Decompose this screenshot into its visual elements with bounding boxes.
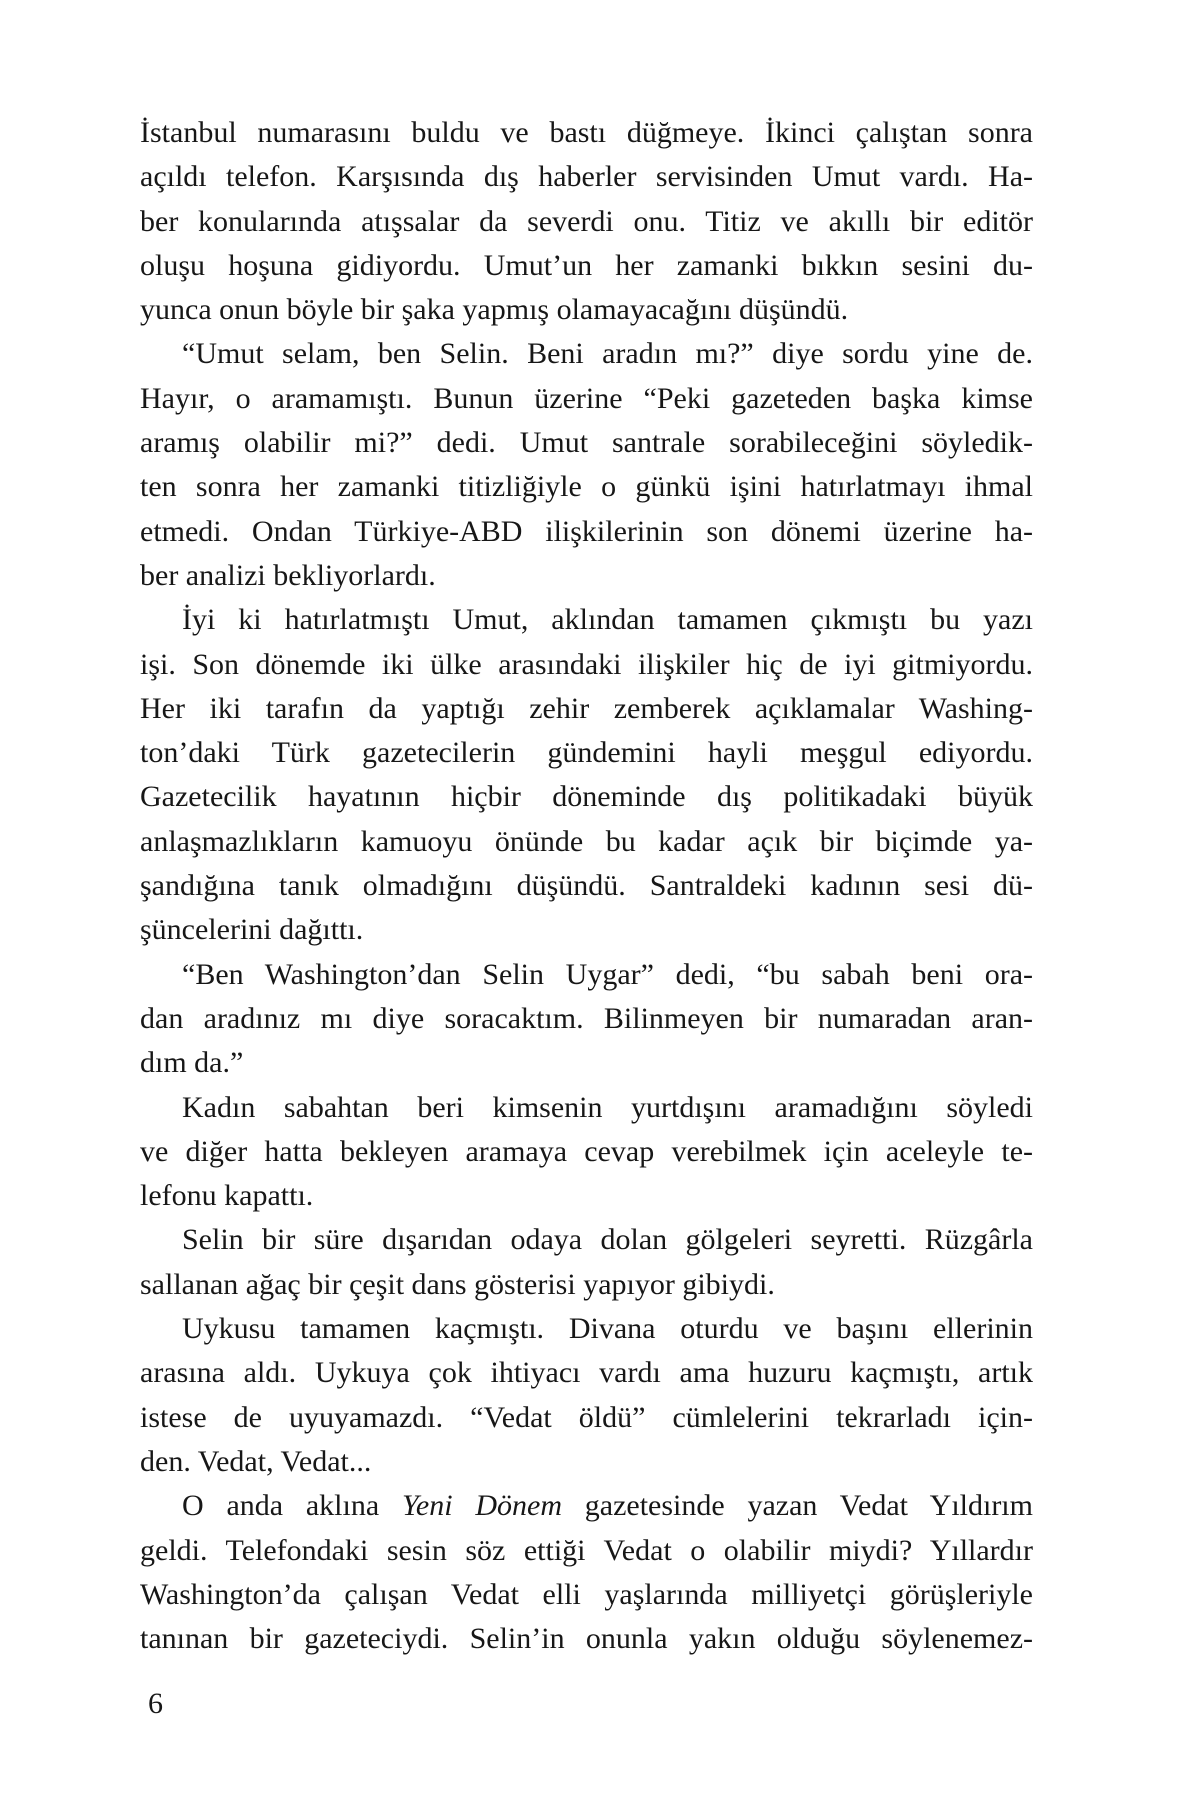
text-line: Kadın sabahtan beri kimsenin yurtdışını aramadığını söyledi bbox=[182, 1090, 1033, 1124]
text-line: sallanan ağaç bir çeşit dans gösterisi yapıyor gibiydi. bbox=[140, 1267, 775, 1301]
text-line: geldi. Telefondaki sesin söz ettiği Vedat o olabilir miydi? Yıllardır bbox=[140, 1533, 1033, 1567]
text-line: oluşu hoşuna gidiyordu. Umut’un her zamanki bıkkın sesini du- bbox=[140, 248, 1033, 282]
text-line: dan aradınız mı diye soracaktım. Bilinmeyen bir numaradan aran- bbox=[140, 1001, 1033, 1035]
text-line: Hayır, o aramamıştı. Bunun üzerine “Peki gazeteden başka kimse bbox=[140, 381, 1033, 415]
text-line: ber analizi bekliyorlardı. bbox=[140, 558, 436, 592]
text-line: açıldı telefon. Karşısında dış haberler servisinden Umut vardı. Ha- bbox=[140, 160, 1033, 194]
text-line: tanınan bir gazeteciydi. Selin’in onunla yakın olduğu söylenemez- bbox=[140, 1622, 1033, 1656]
text-line: İstanbul numarasını buldu ve bastı düğmeye. İkinci çalıştan sonra bbox=[140, 116, 1033, 149]
text-line: den. Vedat, Vedat... bbox=[140, 1444, 372, 1478]
text-line: Her iki tarafın da yaptığı zehir zemberek açıklamalar Washing- bbox=[140, 691, 1033, 725]
text-line: ton’daki Türk gazetecilerin gündemini hayli meşgul ediyordu. bbox=[140, 736, 1033, 770]
page-text bbox=[140, 111, 1033, 1661]
text-line: şüncelerini dağıttı. bbox=[140, 913, 364, 947]
text-line: O anda aklına Yeni Dönem gazetesinde yazan Vedat Yıldırım bbox=[182, 1489, 1033, 1523]
text-line: anlaşmazlıkların kamuoyu önünde bu kadar açık bir biçimde ya- bbox=[140, 824, 1033, 858]
text-line: Uykusu tamamen kaçmıştı. Divana oturdu ve başını ellerinin bbox=[182, 1312, 1033, 1346]
text-line: İyi ki hatırlatmıştı Umut, aklından tamamen çıkmıştı bu yazı bbox=[182, 603, 1033, 637]
text-line: etmedi. Ondan Türkiye-ABD ilişkilerinin son dönemi üzerine ha- bbox=[140, 514, 1033, 548]
text-line: Selin bir süre dışarıdan odaya dolan gölgeleri seyretti. Rüzgârla bbox=[182, 1223, 1033, 1257]
text-line: ve diğer hatta bekleyen aramaya cevap verebilmek için aceleyle te- bbox=[140, 1134, 1033, 1168]
text-line: arasına aldı. Uykuya çok ihtiyacı vardı ama huzuru kaçmıştı, artık bbox=[140, 1356, 1033, 1390]
text-line: yunca onun böyle bir şaka yapmış olamayacağını düşündü. bbox=[140, 293, 849, 327]
page-number: 6 bbox=[148, 1687, 163, 1720]
text-line: Washington’da çalışan Vedat elli yaşlarında milliyetçi görüşleriyle bbox=[140, 1577, 1033, 1611]
text-line: “Umut selam, ben Selin. Beni aradın mı?” diye sordu yine de. bbox=[182, 337, 1033, 371]
italic-text: Yeni Dönem bbox=[401, 1489, 562, 1523]
text-line: “Ben Washington’dan Selin Uygar” dedi, “bu sabah beni ora- bbox=[182, 957, 1033, 991]
text-line: aramış olabilir mi?” dedi. Umut santrale sorabileceğini söyledik- bbox=[140, 426, 1033, 460]
text-line: ten sonra her zamanki titizliğiyle o günkü işini hatırlatmayı ihmal bbox=[140, 470, 1033, 504]
text-line: ber konularında atışsalar da severdi onu. Titiz ve akıllı bir editör bbox=[140, 204, 1033, 238]
text-line: Gazetecilik hayatının hiçbir döneminde dış politikadaki büyük bbox=[140, 780, 1033, 814]
text-line: şandığına tanık olmadığını düşündü. Santraldeki kadının sesi dü- bbox=[140, 869, 1033, 903]
text-line: istese de uyuyamazdı. “Vedat öldü” cümlelerini tekrarladı için- bbox=[140, 1400, 1033, 1434]
text-line: dım da.” bbox=[140, 1046, 244, 1080]
text-line: işi. Son dönemde iki ülke arasındaki ilişkiler hiç de iyi gitmiyordu. bbox=[140, 647, 1033, 681]
text-line: lefonu kapattı. bbox=[140, 1179, 314, 1213]
